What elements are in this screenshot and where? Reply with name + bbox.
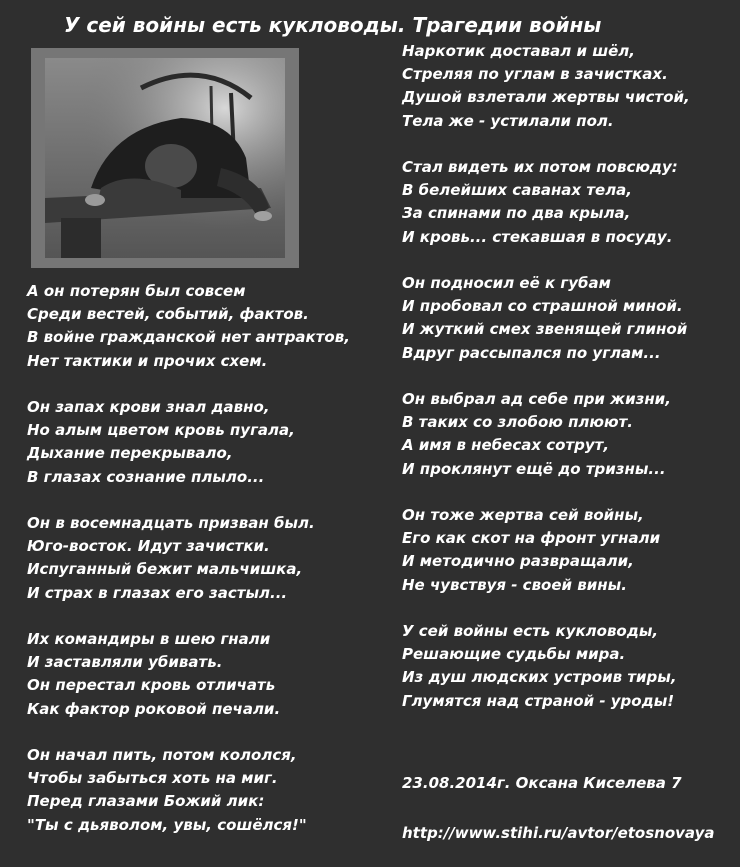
poem-line: И кровь... стекавшая в посуду. xyxy=(402,227,673,246)
poem-line: Тела же - устилали пол. xyxy=(402,111,614,130)
poem-line: Он тоже жертва сей войны, xyxy=(402,506,644,524)
poem-line: Среди вестей, событий, фактов. xyxy=(27,305,309,324)
stanza xyxy=(402,156,690,249)
poem-line: Вдруг рассыпался по углам... xyxy=(402,343,661,362)
poem-line: Он запах крови знал давно, xyxy=(27,398,270,416)
poem-line: Юго-восток. Идут зачистки. xyxy=(27,537,270,556)
poem-line: И проклянут ещё до тризны... xyxy=(402,459,666,478)
poem-column-right xyxy=(402,40,690,736)
poem-line: И пробовал со страшной миной. xyxy=(402,297,683,316)
poem-line: В таких со злобою плюют. xyxy=(402,413,633,432)
poem-line: В войне гражданской нет антрактов, xyxy=(27,328,350,347)
stanza xyxy=(27,512,350,605)
poem-line: И методично развращали, xyxy=(402,552,634,571)
poem-line: Стал видеть их потом повсюду: xyxy=(402,158,678,176)
stanza xyxy=(402,40,690,133)
poem-line: Но алым цветом кровь пугала, xyxy=(27,421,295,440)
poem-line: Испуганный бежит мальчишка, xyxy=(27,560,303,579)
poem-line: А имя в небесах сотрут, xyxy=(402,436,610,455)
poem-line: Его как скот на фронт угнали xyxy=(402,529,661,548)
stanza xyxy=(27,396,350,489)
poem-line: Из душ людских устроив тиры, xyxy=(402,668,677,687)
poem-line: Он начал пить, потом кололся, xyxy=(27,746,297,764)
poem-title: У сей войны есть кукловоды. Трагедии войны xyxy=(64,13,602,37)
poem-line: Как фактор роковой печали. xyxy=(27,699,281,718)
poem-line: Глумятся над страной - уроды! xyxy=(402,691,675,710)
poem-line: "Ты с дьяволом, увы, сошёлся!" xyxy=(27,815,307,834)
poem-line: И жуткий смех звенящей глиной xyxy=(402,320,688,339)
poem-line: Не чувствуя - своей вины. xyxy=(402,575,627,594)
poem-line: Нет тактики и прочих схем. xyxy=(27,351,268,370)
stanza xyxy=(27,628,350,721)
stanza xyxy=(402,272,690,365)
poem-line: Решающие судьбы мира. xyxy=(402,645,626,664)
poem-column-left xyxy=(27,280,350,860)
poem-line: В белейших саванах тела, xyxy=(402,181,632,200)
stanza xyxy=(27,744,350,837)
poem-line: За спинами по два крыла, xyxy=(402,204,631,223)
poem-line: Чтобы забыться хоть на миг. xyxy=(27,769,278,788)
stanza xyxy=(27,280,350,373)
stanza xyxy=(402,620,690,713)
stanza xyxy=(402,388,690,481)
poem-line: Он перестал кровь отличать xyxy=(27,676,276,695)
poem-line: У сей войны есть кукловоды, xyxy=(402,622,659,640)
poem-line: Он в восемнадцать призван был. xyxy=(27,514,315,532)
author-signature: 23.08.2014г. Оксана Киселева 7 xyxy=(402,774,682,792)
poem-line: И страх в глазах его застыл... xyxy=(27,583,288,602)
grieving-man-illustration xyxy=(31,48,299,268)
poem-line: А он потерян был совсем xyxy=(27,282,246,300)
poem-line: Дыхание перекрывало, xyxy=(27,444,233,463)
poem-line: Он подносил её к губам xyxy=(402,274,611,292)
poem-line: Наркотик доставал и шёл, xyxy=(402,42,635,60)
poem-line: Перед глазами Божий лик: xyxy=(27,792,265,811)
stanza xyxy=(402,504,690,597)
poem-line: В глазах сознание плыло... xyxy=(27,467,265,486)
poem-line: Он выбрал ад себе при жизни, xyxy=(402,390,671,408)
poem-line: Душой взлетали жертвы чистой, xyxy=(402,88,690,107)
poem-line: Стреляя по углам в зачистках. xyxy=(402,65,668,84)
author-page-link[interactable]: http://www.stihi.ru/avtor/etosnovaya xyxy=(402,824,715,842)
poem-line: И заставляли убивать. xyxy=(27,653,223,672)
poem-line: Их командиры в шею гнали xyxy=(27,630,271,648)
